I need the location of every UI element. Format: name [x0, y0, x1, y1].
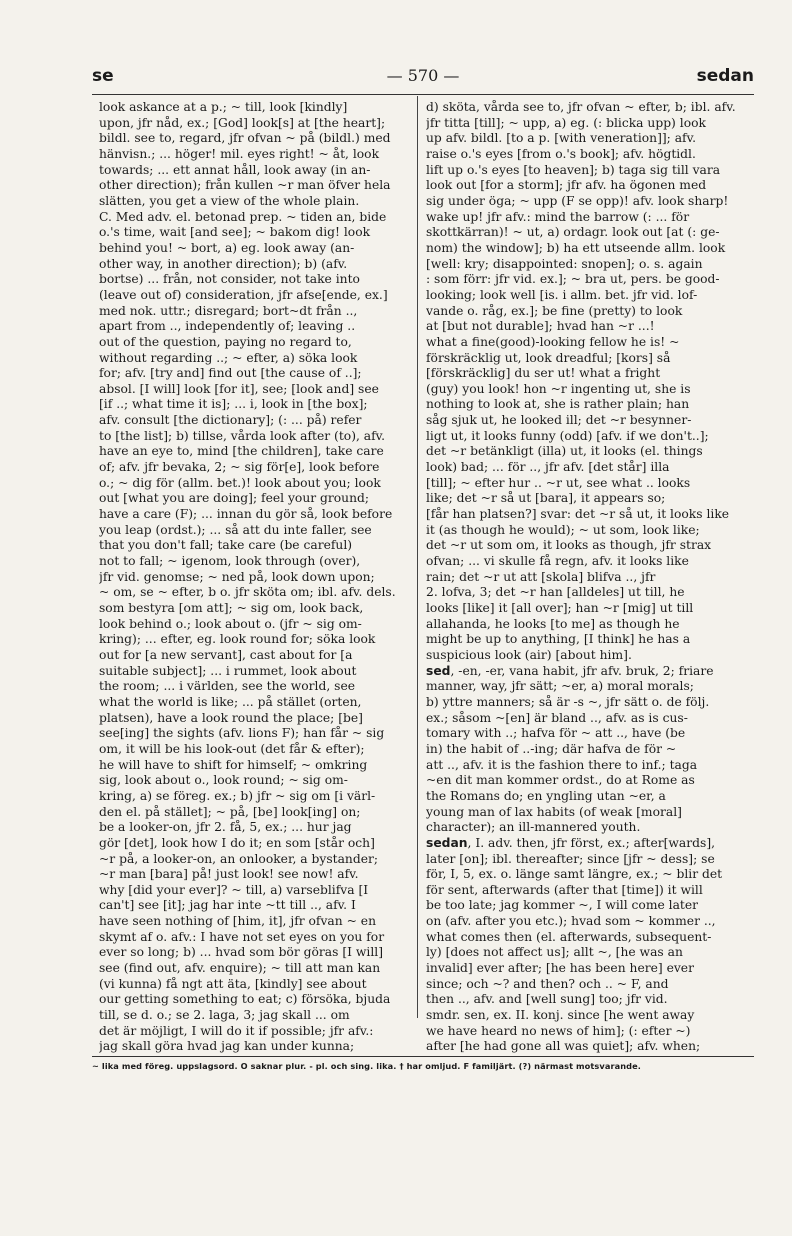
- text-line: [till]; ~ efter hur .. ~r ut, see what .. looks: [426, 475, 691, 490]
- text-line: [förskräcklig] du ser ut! what a fright: [426, 366, 661, 381]
- text-line: the room; ... i världen, see the world, see: [99, 679, 356, 694]
- text-line: after [he had gone all was quiet]; afv. when;: [426, 1039, 701, 1054]
- text-line: absol. [I will] look [for it], see; [look and] see: [99, 381, 379, 396]
- text-line: ~en dit man kommer ordst., do at Rome as: [426, 773, 695, 788]
- text-line: behind you! ~ bort, a) eg. look away (an-: [99, 240, 355, 255]
- text-line: manner, way, jfr sätt; ~er, a) moral morals;: [426, 679, 694, 694]
- text-line: [får han platsen?] svar: det ~r så ut, it looks like: [426, 507, 730, 522]
- header-rule: [92, 94, 754, 95]
- text-line: you leap (ordst.); ... så att du inte faller, see: [99, 522, 372, 537]
- right-guide-word: sedan: [696, 66, 754, 86]
- text-line: bortse) ... från, not consider, not take into: [99, 272, 360, 287]
- text-line: såg sjuk ut, he looked ill; det ~r besynner-: [426, 413, 692, 428]
- right-column: [426, 100, 746, 1055]
- text-line: nothing to look at, she is rather plain; han: [426, 397, 690, 412]
- text-line: be too late; jag kommer ~, I will come later: [426, 898, 699, 913]
- text-line: ofvan; ... vi skulle få regn, afv. it looks like: [426, 554, 689, 569]
- text-line: looking; look well [is. i allm. bet. jfr vid. lof-: [426, 287, 698, 302]
- text-line: not to fall; ~ igenom, look through (over),: [99, 554, 361, 569]
- text-line: what the world is like; ... på stället (orten,: [99, 694, 362, 709]
- text-line: at [but not durable]; hvad han ~r ...!: [426, 319, 655, 334]
- text-line: sedan, I. adv. then, jfr först, ex.; after[wards],: [426, 835, 716, 850]
- text-line: have an eye to, mind [the children], take care: [99, 444, 384, 459]
- text-line: det är möjligt, I will do it if possible; jfr afv.:: [99, 1023, 374, 1038]
- text-line: (guy) you look! hon ~r ingenting ut, she is: [426, 381, 691, 396]
- text-line: we have heard no news of him]; (: efter ~): [426, 1023, 691, 1038]
- text-line: för sent, afterwards (after that [time]) it will: [426, 882, 703, 897]
- text-line: (vi kunna) få ngt att äta, [kindly] see about: [99, 976, 367, 991]
- text-line: det ~r ut som om, it looks as though, jfr strax: [426, 538, 712, 553]
- text-line: the Romans do; en yngling utan ~er, a: [426, 788, 666, 803]
- text-line: kring, a) se föreg. ex.; b) jfr ~ sig om [i värl-: [99, 788, 376, 803]
- text-line: b) yttre manners; så är -s ~, jfr sätt o. de följ.: [426, 694, 710, 709]
- text-line: som bestyra [om att]; ~ sig om, look back,: [99, 601, 364, 615]
- text-line: (leave out of) consideration, jfr afse[ende, ex.]: [99, 287, 388, 302]
- text-line: att .., afv. it is the fashion there to inf.; taga: [426, 757, 698, 772]
- text-line: 2. lofva, 3; det ~r han [alldeles] ut till, he: [426, 585, 685, 600]
- text-line: gör [det], look how I do it; en som [står och]: [99, 835, 375, 850]
- text-line: out of the question, paying no regard to,: [99, 334, 352, 349]
- text-line: afv. consult [the dictionary]; (: ... på) refer: [99, 413, 362, 428]
- text-line: raise o.'s eyes [from o.'s book]; afv. högtidl.: [426, 146, 696, 161]
- text-line: character); an ill-mannered youth.: [426, 820, 641, 835]
- text-line: our getting something to eat; c) försöka, bjuda: [99, 992, 391, 1007]
- text-line: med nok. uttr.; disregard; bort~dt från ..,: [99, 303, 358, 318]
- text-line: allahanda, he looks [to me] as though he: [426, 616, 680, 631]
- text-line: förskräcklig ut, look dreadful; [kors] så: [426, 350, 671, 365]
- text-line: det ~r betänkligt (illa) ut, it looks (el. things: [426, 444, 703, 459]
- text-line: upon, jfr nåd, ex.; [God] look[s] at [the heart];: [99, 115, 386, 130]
- text-line: see (find out, afv. enquire); ~ till att man kan: [99, 961, 381, 976]
- text-line: suspicious look (air) [about him].: [426, 647, 632, 662]
- text-line: look askance at a p.; ~ till, look [kindly]: [99, 100, 348, 114]
- text-line: looks [like] it [all over]; han ~r [mig] ut till: [426, 601, 694, 615]
- text-line: jfr vid. genomse; ~ ned på, look down upon;: [99, 569, 375, 584]
- text-line: without regarding ..; ~ efter, a) söka look: [99, 350, 358, 365]
- text-line: tomary with ..; hafva för ~ att .., have (be: [426, 726, 686, 741]
- text-line: [if ..; what time it is]; ... i, look in [the box];: [99, 397, 368, 412]
- text-line: what comes then (el. afterwards, subsequent-: [426, 929, 712, 944]
- text-line: sig, look about o., look round; ~ sig om-: [99, 773, 348, 788]
- text-line: might be up to anything, [I think] he has a: [426, 632, 691, 647]
- text-line: invalid] ever after; [he has been here] ever: [426, 961, 694, 976]
- text-line: o.'s time, wait [and see]; ~ bakom dig! look: [99, 225, 371, 240]
- text-line: wake up! jfr afv.: mind the barrow (: ... för: [426, 209, 690, 224]
- text-line: can't] see [it]; jag har inte ~tt till .., afv. I: [99, 898, 356, 913]
- text-line: later [on]; ibl. thereafter; since [jfr ~ dess]; se: [426, 851, 715, 866]
- text-line: suitable subject]; ... i rummet, look about: [99, 663, 357, 678]
- text-line: see[ing] the sights (afv. lions F); han får ~ sig: [99, 726, 385, 741]
- text-line: look behind o.; look about o. (jfr ~ sig om-: [99, 616, 362, 631]
- text-line: o.; ~ dig för (allm. bet.)! look about you; look: [99, 475, 381, 490]
- text-line: apart from .., independently of; leaving ..: [99, 319, 356, 334]
- text-line: smdr. sen, ex. II. konj. since [he went away: [426, 1008, 695, 1023]
- text-line: för, I, 5, ex. o. länge samt längre, ex.; ~ blir det: [426, 867, 723, 882]
- text-line: what a fine(good)-looking fellow he is! ~: [426, 334, 680, 349]
- text-line: then .., afv. and [well sung] too; jfr vid.: [426, 992, 668, 1007]
- text-line: jag skall göra hvad jag kan under kunna;: [99, 1039, 355, 1054]
- text-line: out for [a new servant], cast about for [a: [99, 647, 353, 662]
- text-line: up afv. bildl. [to a p. [with veneration]]; afv.: [426, 131, 697, 146]
- text-line: till, se d. o.; se 2. laga, 3; jag skall ... om: [99, 1008, 350, 1023]
- text-line: jfr titta [till]; ~ upp, a) eg. (: blicka upp) look: [426, 115, 706, 130]
- text-line: to [the list]; b) tillse, vårda look after (to), afv.: [99, 428, 386, 443]
- text-line: young man of lax habits (of weak [moral]: [426, 804, 682, 819]
- abbreviation-key: ~ lika med föreg. uppslagsord. O saknar plur. - pl. och sing. lika. † har omljud. F familjärt. (?) närmast motsvarande.: [92, 1061, 641, 1071]
- text-line: lift up o.'s eyes [to heaven]; b) taga sig till vara: [426, 162, 721, 177]
- text-line: towards; ... ett annat håll, look away (in an-: [99, 162, 371, 177]
- page-number: — 570 —: [386, 66, 460, 85]
- text-line: in) the habit of ..-ing; där hafva de för ~: [426, 741, 677, 756]
- text-line: om, it will be his look-out (det får & efter);: [99, 741, 365, 756]
- text-line: platsen), have a look round the place; [be]: [99, 710, 363, 725]
- text-line: d) sköta, vårda see to, jfr ofvan ~ efter, b; ibl. afv.: [426, 100, 736, 114]
- text-line: have a care (F); ... innan du gör så, look before: [99, 507, 393, 522]
- text-line: like; det ~r så ut [bara], it appears so;: [426, 491, 666, 506]
- text-line: other way, in another direction); b) (afv.: [99, 256, 348, 271]
- text-line: : som förr: jfr vid. ex.]; ~ bra ut, pers. be good-: [426, 272, 720, 287]
- text-line: nom) the window]; b) ha ett utseende allm. look: [426, 240, 726, 255]
- text-line: since; och ~? and then? och .. ~ F, and: [426, 976, 669, 991]
- page-header: [92, 66, 754, 92]
- text-line: rain; det ~r ut att [skola] blifva .., jfr: [426, 569, 656, 584]
- left-column: [99, 100, 419, 1055]
- text-line: ever so long; b) ... hvad som bör göras [I will]: [99, 945, 384, 960]
- text-line: C. Med adv. el. betonad prep. ~ tiden an, bide: [99, 209, 387, 224]
- text-line: den el. på stället]; ~ på, [be] look[ing] on;: [99, 804, 361, 819]
- text-line: for; afv. [try and] find out [the cause of ..];: [99, 366, 362, 381]
- text-line: ly) [does not affect us]; allt ~, [he was an: [426, 945, 683, 960]
- headword: sed: [426, 663, 451, 678]
- text-line: skymt af o. afv.: I have not set eyes on you for: [99, 929, 385, 944]
- text-line: of; afv. jfr bevaka, 2; ~ sig för[e], look before: [99, 460, 380, 475]
- text-line: ex.; såsom ~[en] är bland .., afv. as is cus-: [426, 710, 688, 725]
- text-line: look out [for a storm]; jfr afv. ha ögonen med: [426, 178, 707, 193]
- text-line: kring); ... efter, eg. look round for; söka look: [99, 632, 376, 647]
- text-line: [well: kry; disappointed: snopen]; o. s. again: [426, 256, 703, 271]
- text-line: sed, -en, -er, vana habit, jfr afv. bruk, 2; friare: [426, 663, 714, 678]
- text-line: other direction); från kullen ~r man öfver hela: [99, 178, 391, 193]
- text-line: sig under öga; ~ upp (F se opp)! afv. look sharp!: [426, 193, 729, 208]
- text-line: be a looker-on, jfr 2. få, 5, ex.; ... hur jag: [99, 820, 352, 835]
- text-line: bildl. see to, regard, jfr ofvan ~ på (bildl.) med: [99, 131, 391, 146]
- text-line: ~r man [bara] på! just look! see now! afv.: [99, 867, 359, 882]
- text-line: hänvisn.; ... höger! mil. eyes right! ~ åt, look: [99, 146, 380, 161]
- text-line: he will have to shift for himself; ~ omkring: [99, 757, 368, 772]
- text-line: that you don't fall; take care (be careful): [99, 538, 353, 553]
- text-line: slätten, you get a view of the whole plain.: [99, 193, 360, 208]
- left-guide-word: se: [92, 66, 114, 86]
- column-divider: [417, 96, 418, 1018]
- text-line: why [did your ever]? ~ till, a) varseblifva [I: [99, 882, 369, 897]
- text-line: ~r på, a looker-on, an onlooker, a bystander;: [99, 851, 379, 866]
- headword: sedan: [426, 835, 468, 850]
- text-line: skottkärran)! ~ ut, a) ordagr. look out [at (: ge-: [426, 225, 720, 240]
- text-line: it (as though he would); ~ ut som, look like;: [426, 522, 700, 537]
- text-line: out [what you are doing]; feel your ground;: [99, 491, 370, 506]
- text-line: on (afv. after you etc.); hvad som ~ kommer ..,: [426, 914, 716, 929]
- text-line: vande o. råg, ex.]; be fine (pretty) to look: [426, 303, 683, 318]
- text-line: look) bad; ... för .., jfr afv. [det står] illa: [426, 460, 670, 475]
- text-line: ~ om, se ~ efter, b o. jfr sköta om; ibl. afv. dels.: [99, 585, 396, 600]
- text-line: ligt ut, it looks funny (odd) [afv. if we don't..];: [426, 428, 709, 443]
- text-line: have seen nothing of [him, it], jfr ofvan ~ en: [99, 914, 376, 929]
- footer-rule: [92, 1056, 754, 1057]
